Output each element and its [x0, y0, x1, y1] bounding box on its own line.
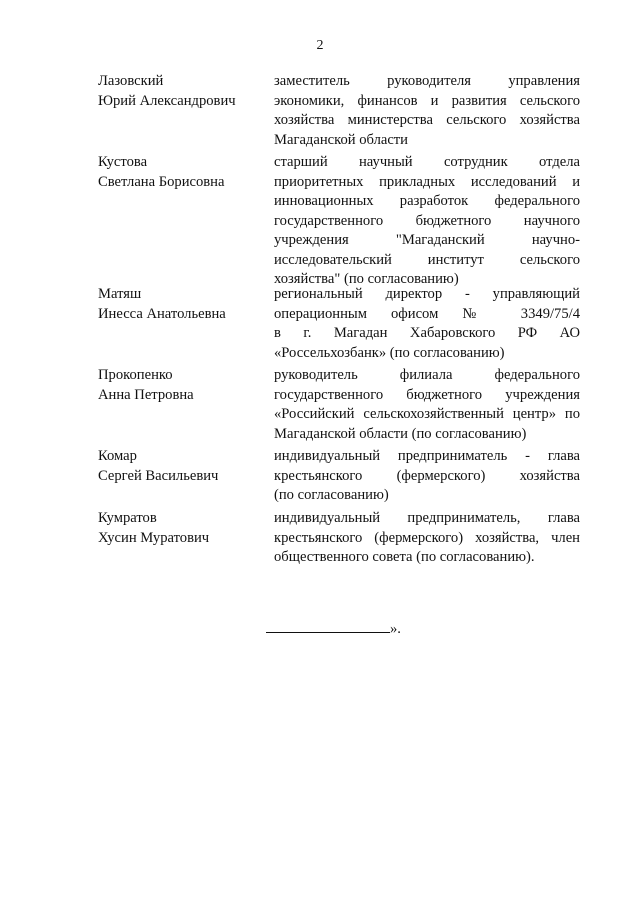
member-surname: Комар [98, 448, 137, 464]
member-role [274, 509, 580, 568]
member-name [98, 447, 268, 486]
member-role-line: экономики, финансов и развития сельского [274, 92, 580, 109]
member-role-line: «Россельхозбанк» (по согласованию) [274, 344, 505, 361]
closing-underline [266, 620, 390, 633]
member-role-line: учреждения "Магаданский научно- [274, 232, 580, 248]
member-role-line: (по согласованию) [274, 487, 389, 503]
member-role-line: приоритетных прикладных исследований и [274, 173, 580, 190]
member-given-names: Светлана Борисовна [98, 173, 225, 190]
member-name [98, 153, 268, 192]
member-role-line: исследовательский институт сельского [274, 251, 580, 268]
member-name [98, 285, 268, 324]
member-role [274, 153, 580, 290]
member-role-line: Магаданской области (по согласованию) [274, 425, 527, 442]
closing-mark [266, 620, 401, 638]
member-surname: Прокопенко [98, 367, 173, 383]
member-role [274, 285, 580, 363]
page-number: 2 [316, 38, 324, 53]
member-role [274, 72, 580, 150]
member-role [274, 447, 580, 506]
member-role-line: хозяйства министерства сельского хозяйства [274, 112, 580, 128]
member-role-line: государственного бюджетного учреждения [274, 386, 580, 403]
member-surname: Кустова [98, 154, 148, 170]
member-role-line: руководитель филиала федерального [274, 367, 580, 383]
member-role-line: в г. Магадан Хабаровского РФ АО [274, 325, 580, 341]
closing-quote: ». [390, 621, 401, 637]
member-role-line: региональный директор - управляющий [274, 286, 580, 302]
member-name [98, 72, 268, 111]
member-surname: Матяш [98, 286, 142, 302]
member-name [98, 366, 268, 405]
member-role-line: общественного совета (по согласованию). [274, 549, 535, 565]
member-given-names: Хусин Муратович [98, 529, 210, 546]
member-role-line: старший научный сотрудник отдела [274, 154, 580, 170]
member-role-line: хозяйства" (по согласованию) [274, 271, 459, 287]
member-role-line: заместитель руководителя управления [274, 73, 580, 89]
member-given-names: Юрий Александрович [98, 92, 236, 109]
member-name [98, 509, 268, 548]
member-role-line: государственного бюджетного научного [274, 212, 580, 229]
member-role-line: индивидуальный предприниматель - глава [274, 448, 580, 464]
member-given-names: Анна Петровна [98, 386, 194, 403]
member-role-line: Магаданской области [274, 131, 408, 148]
member-role-line: «Российский сельскохозяйственный центр» по [274, 406, 580, 422]
member-role-line: индивидуальный предприниматель, глава [274, 510, 580, 526]
member-role-line: инновационных разработок федерального [274, 193, 580, 209]
member-given-names: Сергей Васильевич [98, 467, 219, 484]
member-role [274, 366, 580, 444]
member-role-line: крестьянского (фермерского) хозяйства [274, 467, 580, 484]
member-surname: Лазовский [98, 73, 164, 89]
member-role-line: операционным офисом № 3349/75/4 [274, 305, 580, 322]
member-given-names: Инесса Анатольевна [98, 305, 226, 322]
member-role-line: крестьянского (фермерского) хозяйства, член [274, 529, 580, 546]
member-surname: Кумратов [98, 510, 157, 526]
